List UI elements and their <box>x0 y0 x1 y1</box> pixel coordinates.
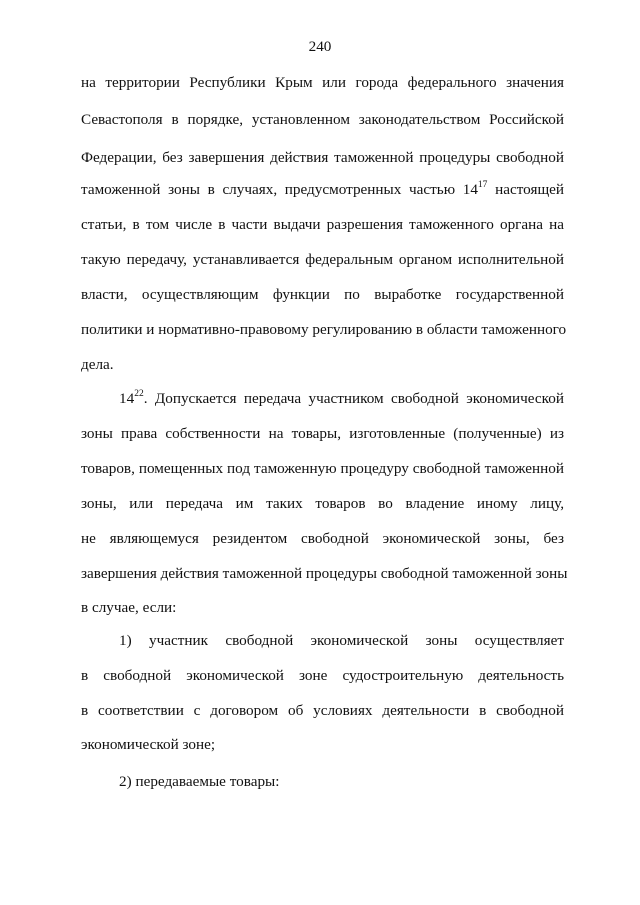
text-line: зоны права собственности на товары, изготовленные (полученные) из <box>81 425 564 442</box>
text-line-with-reference <box>81 180 564 200</box>
text-line: дела. <box>81 356 114 373</box>
list-item-start-line: 1) участник свободной экономической зоны осуществляет <box>119 632 564 649</box>
paragraph-start-line <box>119 389 564 409</box>
text-line: Севастополя в порядке, установленном законодательством Российской <box>81 111 564 128</box>
reference-superscript: 17 <box>477 179 488 190</box>
text-line: не являющемуся резидентом свободной экономической зоны, без <box>81 530 564 547</box>
text-line: товаров, помещенных под таможенную процедуру свободной таможенной <box>81 460 564 477</box>
text-line: политики и нормативно-правовому регулированию в области таможенного <box>81 321 567 338</box>
text-line: статьи, в том числе в части выдачи разрешения таможенного органа на <box>81 216 564 233</box>
text-segment: . Допускается передача участником свободной экономической <box>143 390 564 407</box>
text-line: экономической зоне; <box>81 736 216 753</box>
text-line: в соответствии с договором об условиях деятельности в свободной <box>81 702 564 719</box>
text-line: такую передачу, устанавливается федеральным органом исполнительной <box>81 251 564 268</box>
article-reference: $14^{17}$ <box>462 179 488 198</box>
text-line: завершения действия таможенной процедуры свободной таможенной зоны <box>81 565 568 582</box>
text-line: зоны, или передача им таких товаров во владение иному лицу, <box>81 495 564 512</box>
text-line: в свободной экономической зоне судостроительную деятельность <box>81 667 564 684</box>
text-line: на территории Республики Крым или города федерального значения <box>81 74 564 91</box>
text-line: в случае, если: <box>81 599 177 616</box>
paragraph-number-superscript: 22 <box>134 388 144 399</box>
text-segment: настоящей <box>495 181 565 198</box>
paragraph-number: $14^{22}$ <box>119 388 144 407</box>
text-segment: таможенной зоны в случаях, предусмотренных частью <box>81 181 456 198</box>
page-number: 240 <box>308 38 332 55</box>
text-line: власти, осуществляющим функции по выработке государственной <box>81 286 564 303</box>
text-line: Федерации, без завершения действия таможенной процедуры свободной <box>81 149 564 166</box>
list-item-start-line: 2) передаваемые товары: <box>119 773 280 790</box>
